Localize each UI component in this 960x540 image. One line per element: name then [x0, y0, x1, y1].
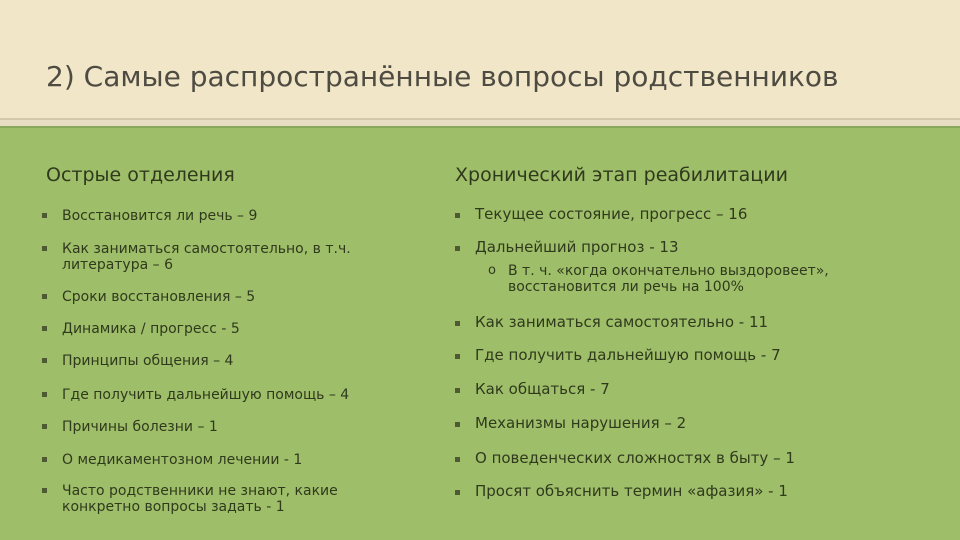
bullet-icon	[455, 321, 460, 326]
bullet-icon	[42, 392, 47, 397]
right-list-item: Дальнейший прогноз - 13	[475, 238, 679, 256]
left-list-item: Принципы общения – 4	[62, 353, 234, 369]
right-list-item: Как заниматься самостоятельно - 11	[475, 313, 769, 331]
right-list-item: Где получить дальнейшую помощь - 7	[475, 346, 781, 364]
right-list-item: Механизмы нарушения – 2	[475, 414, 687, 432]
right-list-item: О поведенческих сложностях в быту – 1	[475, 449, 795, 467]
left-list-item: Как заниматься самостоятельно, в т.ч. литература – 6	[62, 241, 351, 273]
bullet-icon	[42, 488, 47, 493]
slide-header	[0, 0, 960, 118]
sub-bullet-icon: o	[488, 263, 496, 278]
right-list-item: Текущее состояние, прогресс – 16	[475, 205, 748, 223]
bullet-icon	[455, 422, 460, 427]
left-column-heading: Острые отделения	[46, 164, 235, 186]
bullet-icon	[455, 213, 460, 218]
header-divider	[0, 118, 960, 128]
right-sub-item: В т. ч. «когда окончательно выздоровеет», восстановится ли речь на 100%	[508, 263, 829, 295]
slide-title: 2) Самые распространённые вопросы родственников	[46, 60, 839, 93]
bullet-icon	[42, 213, 47, 218]
bullet-icon	[455, 354, 460, 359]
left-list-item: Где получить дальнейшую помощь – 4	[62, 387, 350, 403]
left-list-item: Сроки восстановления – 5	[62, 289, 256, 305]
bullet-icon	[42, 424, 47, 429]
bullet-icon	[42, 457, 47, 462]
right-list-item: Как общаться - 7	[475, 380, 610, 398]
bullet-icon	[42, 246, 47, 251]
bullet-icon	[42, 326, 47, 331]
left-list-item: Причины болезни – 1	[62, 419, 218, 435]
left-list-item: Часто родственники не знают, какие конкретно вопросы задать - 1	[62, 483, 338, 515]
left-list-item: Динамика / прогресс - 5	[62, 321, 240, 337]
bullet-icon	[455, 388, 460, 393]
bullet-icon	[455, 490, 460, 495]
right-column-heading: Хронический этап реабилитации	[455, 164, 788, 186]
left-list-item: Восстановится ли речь – 9	[62, 208, 258, 224]
left-list-item: О медикаментозном лечении - 1	[62, 452, 303, 468]
bullet-icon	[42, 358, 47, 363]
bullet-icon	[42, 294, 47, 299]
right-list-item: Просят объяснить термин «афазия» - 1	[475, 482, 788, 500]
bullet-icon	[455, 457, 460, 462]
bullet-icon	[455, 246, 460, 251]
